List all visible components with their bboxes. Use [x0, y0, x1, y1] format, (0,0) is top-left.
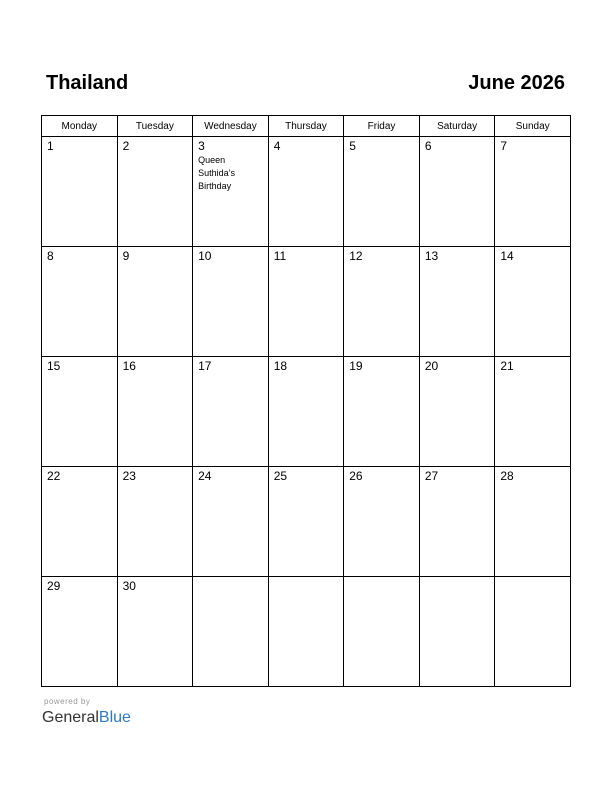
day-cell: [344, 247, 420, 357]
day-cell: [117, 357, 193, 467]
week-row: [42, 577, 571, 687]
day-number: [344, 577, 419, 580]
weekday-header-friday: Friday: [344, 116, 420, 137]
weekday-header-saturday: Saturday: [419, 116, 495, 137]
day-number: 23: [122, 469, 136, 483]
day-number: 18: [273, 359, 288, 373]
day-number: 7: [500, 139, 508, 153]
day-number: 26: [349, 469, 363, 483]
day-number: 5: [349, 139, 356, 153]
generalblue-logo[interactable]: [42, 708, 131, 728]
day-number: 12: [349, 249, 363, 263]
day-cell: [193, 137, 269, 247]
day-number: [420, 577, 495, 580]
day-number: 17: [198, 359, 212, 373]
day-number: 1: [47, 139, 54, 153]
day-number: 9: [122, 249, 130, 263]
day-cell: [268, 357, 344, 467]
day-cell: [344, 467, 420, 577]
day-cell: [117, 247, 193, 357]
weekday-header-row: [42, 116, 571, 137]
week-row: [42, 467, 571, 577]
weekday-header-thursday: Thursday: [268, 116, 344, 137]
day-cell: [42, 247, 118, 357]
day-cell: [42, 357, 118, 467]
day-number: 19: [349, 359, 363, 373]
day-cell: [268, 467, 344, 577]
day-number: 27: [424, 469, 439, 483]
logo-text-blue: Blue: [98, 709, 131, 726]
day-cell: [193, 577, 269, 687]
day-number: 10: [198, 249, 212, 263]
logo-text-general: General: [42, 709, 99, 726]
day-cell: [495, 467, 571, 577]
calendar-grid: [41, 115, 571, 687]
day-cell: [268, 137, 344, 247]
day-number: 2: [122, 139, 130, 153]
day-number: 15: [47, 359, 61, 373]
day-number: 25: [273, 469, 288, 483]
day-number: 14: [500, 249, 514, 263]
day-number: 13: [424, 249, 439, 263]
day-cell: [344, 137, 420, 247]
month-year-title: June 2026: [468, 72, 565, 94]
day-cell: [42, 137, 118, 247]
day-cell: [117, 467, 193, 577]
day-number: 22: [47, 469, 61, 483]
week-row: [42, 357, 571, 467]
week-row: [42, 137, 571, 247]
day-number: 20: [424, 359, 439, 373]
day-number: 4: [273, 139, 281, 153]
holiday-label: Queen Suthida’s Birthday: [198, 155, 235, 191]
day-cell: [344, 357, 420, 467]
day-number: 8: [47, 249, 54, 263]
week-row: [42, 247, 571, 357]
day-cell: [117, 577, 193, 687]
day-cell: [419, 467, 495, 577]
day-cell: [419, 357, 495, 467]
day-number: 11: [273, 249, 287, 263]
weekday-header-tuesday: Tuesday: [117, 116, 193, 137]
weekday-header-wednesday: Wednesday: [193, 116, 269, 137]
day-cell: [42, 577, 118, 687]
day-cell: [193, 467, 269, 577]
day-number: [495, 577, 570, 580]
day-cell: [344, 577, 420, 687]
powered-by-text: powered by: [44, 697, 91, 706]
weekday-header-sunday: Sunday: [495, 116, 571, 137]
country-title: Thailand: [46, 72, 129, 94]
day-cell: [495, 137, 571, 247]
day-cell: [42, 467, 118, 577]
day-number: 6: [424, 139, 432, 153]
day-cell: [419, 577, 495, 687]
day-cell: [117, 137, 193, 247]
day-cell: [419, 247, 495, 357]
day-cell: [419, 137, 495, 247]
day-number: 21: [500, 359, 514, 373]
day-cell: [495, 357, 571, 467]
day-cell: [268, 247, 344, 357]
calendar-body: [42, 137, 571, 687]
day-number: [269, 577, 344, 580]
day-number: 24: [198, 469, 212, 483]
day-cell: [495, 577, 571, 687]
day-number: 16: [122, 359, 136, 373]
day-number: 3: [198, 139, 205, 153]
day-cell: [495, 247, 571, 357]
day-cell: [268, 577, 344, 687]
day-number: 30: [122, 579, 136, 593]
weekday-header-monday: Monday: [42, 116, 118, 137]
day-number: [193, 577, 268, 580]
day-cell: [193, 247, 269, 357]
day-cell: [193, 357, 269, 467]
day-number: 29: [47, 579, 61, 593]
day-number: 28: [500, 469, 514, 483]
